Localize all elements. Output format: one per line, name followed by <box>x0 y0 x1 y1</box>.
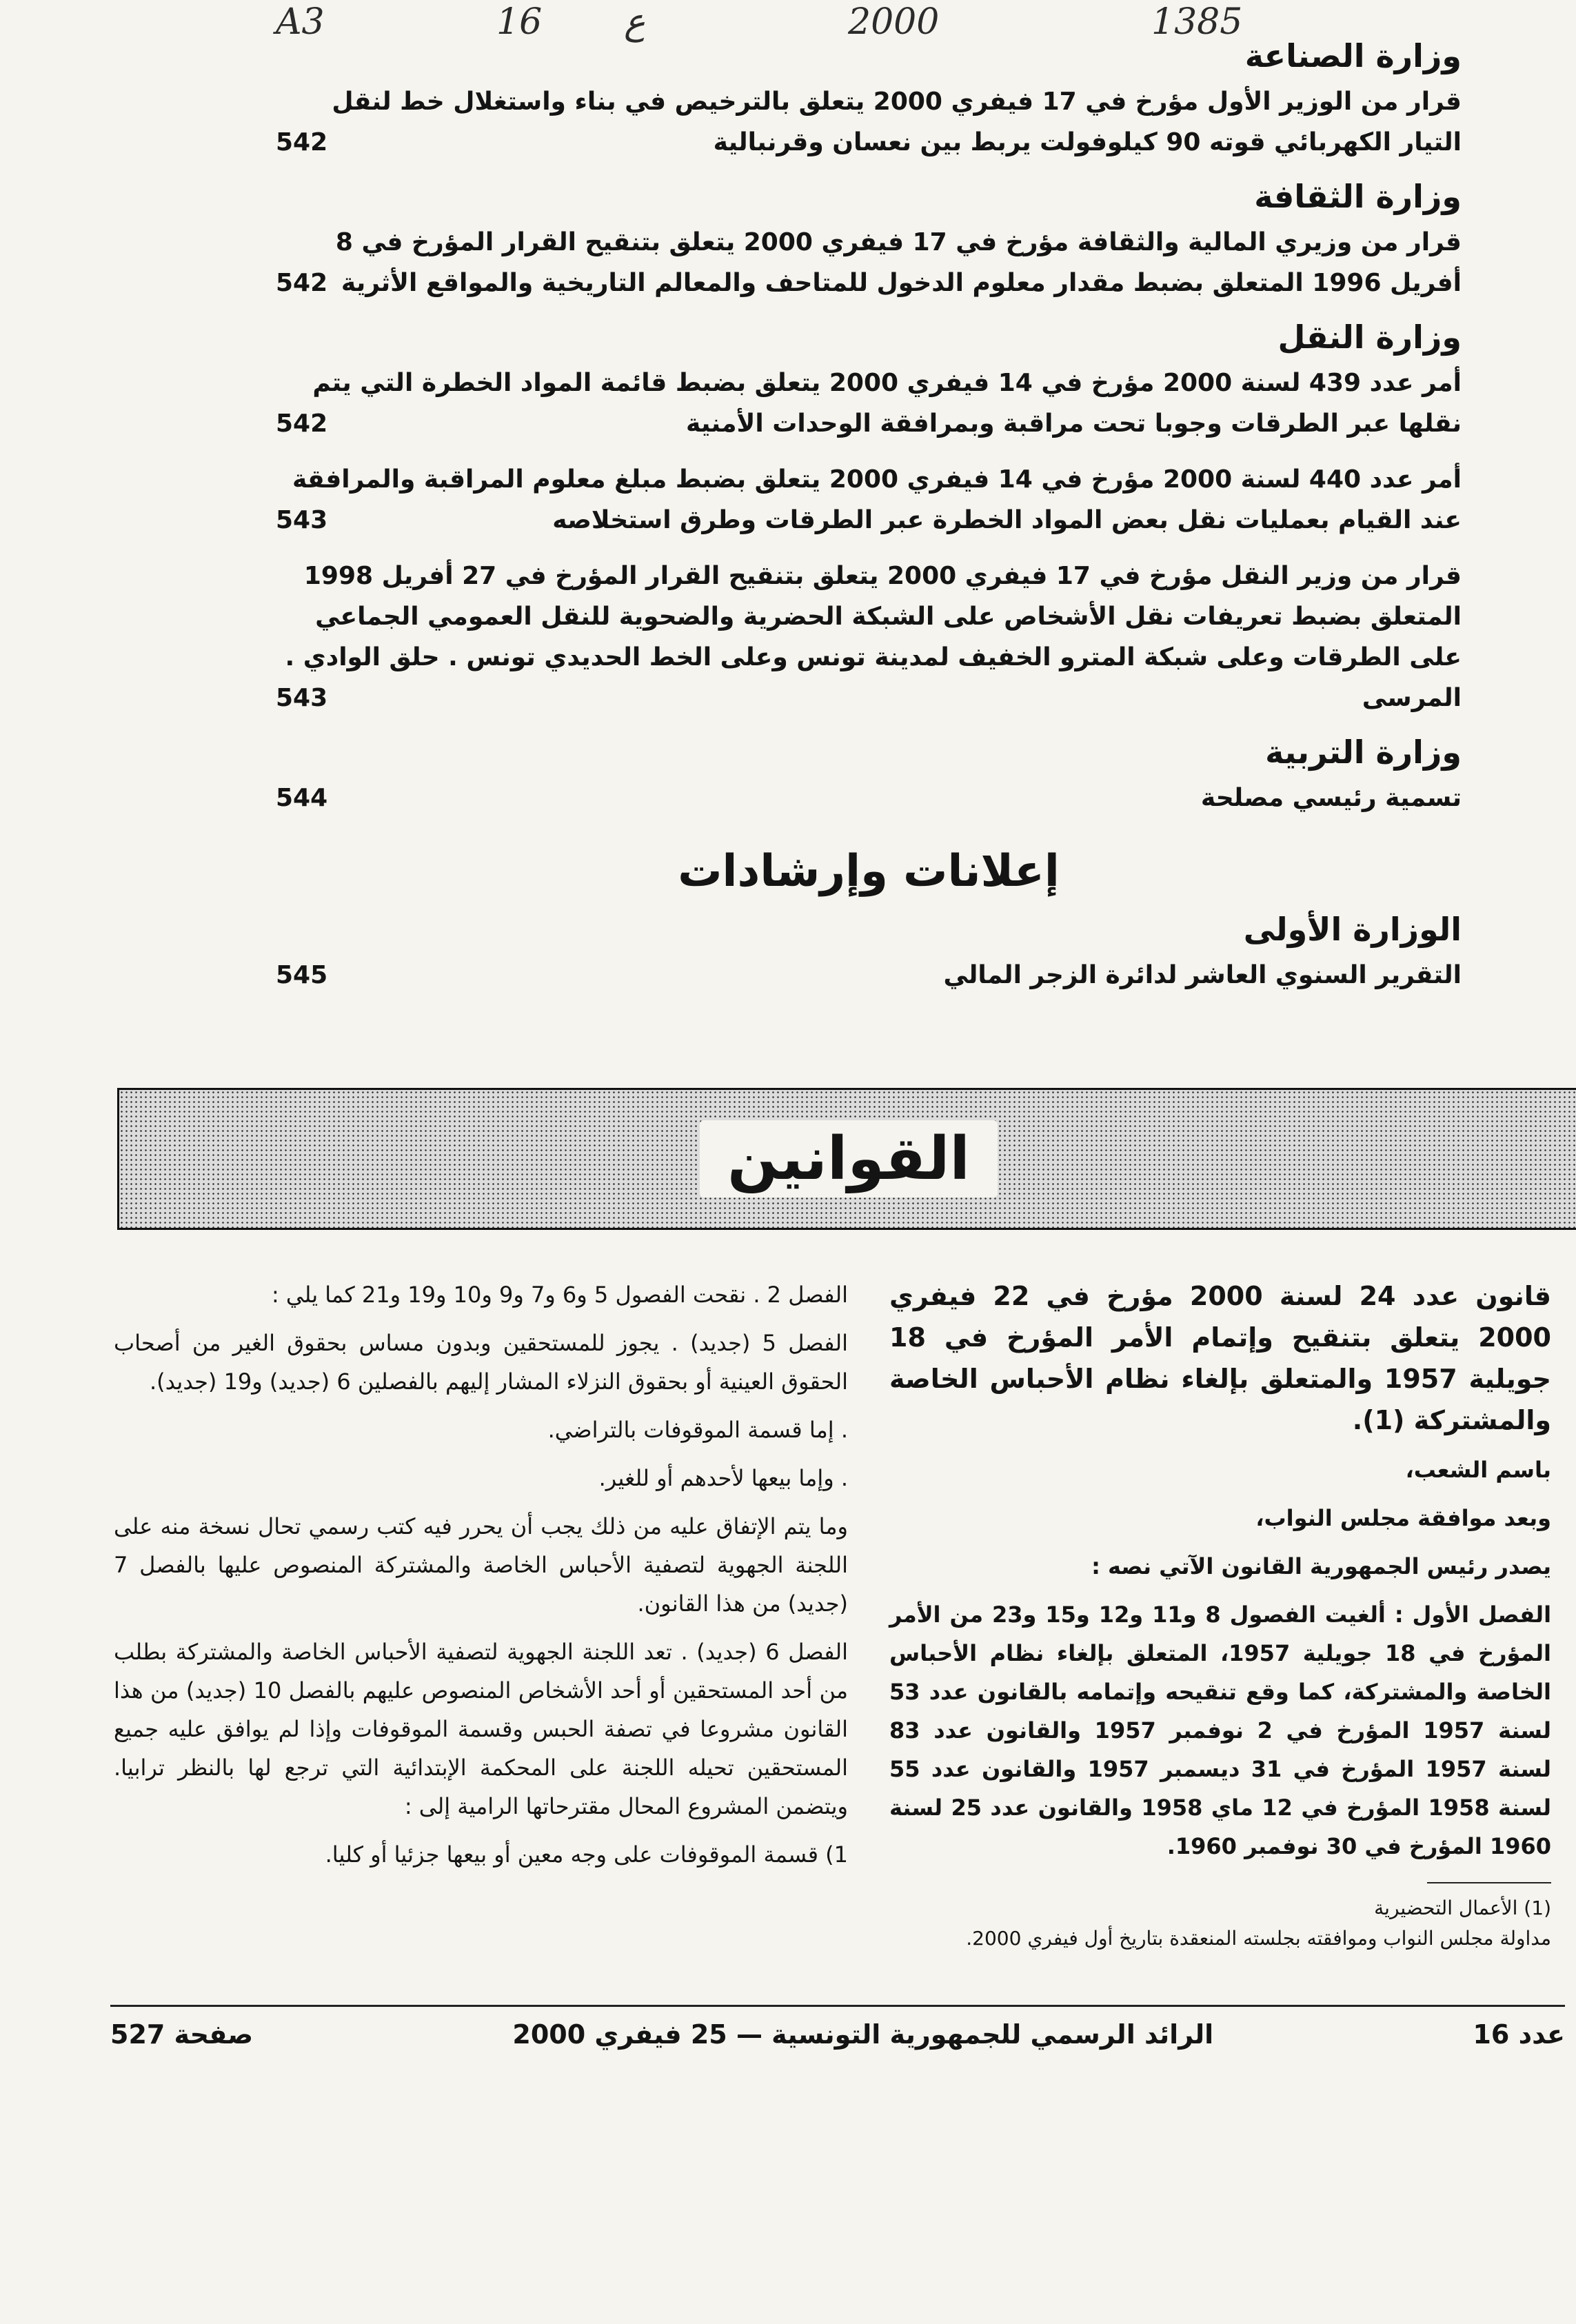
toc-entry-page: 545 <box>276 961 328 989</box>
ministry-heading: وزارة النقل <box>1277 319 1462 356</box>
handwritten-note-2: 16 <box>496 1 543 43</box>
law-paragraph: الفصل 5 (جديد) . يجوز للمستحقين وبدون مساس بحقوق الغير من أصحاب الحقوق العينية أو بحقوق النزلاء المشار إليهم بالفصلين 6 (جديد) و19 (جديد). <box>114 1330 848 1395</box>
toc-entry-text: قرار من وزيري المالية والثقافة مؤرخ في 17 فيفري 2000 يتعلق بتنقيح القرار المؤرخ في 8 أفريل 1996 المتعلق بضبط مقدار معلوم الدخول للمتاحف والمعالم التاريخية والمواقع الأثرية <box>335 228 1462 297</box>
law-paragraph: وبعد موافقة مجلس النواب، <box>1255 1505 1551 1531</box>
toc-entry-text: التقرير السنوي العاشر لدائرة الزجر المالي <box>943 961 1462 989</box>
toc-entry-page: 542 <box>276 269 328 297</box>
toc-section-prime-ministry <box>276 911 1462 996</box>
law-paragraph: الفصل 6 (جديد) . تعد اللجنة الجهوية لتصفية الأحباس الخاصة والمشتركة بطلب من أحد المستحقين أو أحد الأشخاص المنصوص عليهم بالفصل 10 (جديد) من هذا القانون مشروعا في تصفة الحبس وقسمة الموقوفات وإذا لم يوافق عليه جميع المستحقين تحيله اللجنة على المحكمة الإبتدائية التي ترجع لها بالنظر ترابيا. ويتضمن المشروع المحال مقترحاتها الرامية إلى : <box>114 1639 849 1819</box>
toc-entry-page: 544 <box>276 784 328 812</box>
ministry-heading: وزارة الثقافة <box>1254 178 1462 215</box>
toc-entry-page: 543 <box>276 506 328 534</box>
toc-section-culture <box>276 178 1462 303</box>
footer-issue: عدد 16 <box>1473 2019 1565 2050</box>
toc-section-education <box>276 734 1462 818</box>
ministry-heading: وزارة الصناعة <box>1244 37 1462 74</box>
law-paragraph: . إما قسمة الموقوفات بالتراضي. <box>547 1417 848 1443</box>
handwritten-note-5: 1385 <box>1151 1 1243 43</box>
toc-entry-page: 543 <box>276 684 328 712</box>
toc-entry-text: أمر عدد 440 لسنة 2000 مؤرخ في 14 فيفري 2000 يتعلق بضبط مبلغ معلوم المراقبة والمرافقة عند القيام بعمليات نقل بعض المواد الخطرة عبر الطرقات وطرق استخلاصه <box>292 465 1462 534</box>
law-paragraph: الفصل الأول : ألغيت الفصول 8 و11 و12 و15 و23 من الأمر المؤرخ في 18 جويلية 1957، المتعلق بإلغاء نظام الأحباس الخاصة والمشتركة، كما وقع تنقيحه وإتمامه بالقانون عدد 53 لسنة 1957 المؤرخ في 2 نوفمبر 1957 والقانون عدد 83 لسنة 1957 المؤرخ في 31 ديسمبر 1957 والقانون عدد 55 لسنة 1958 المؤرخ في 12 ماي 1958 والقانون عدد 25 لسنة 1960 المؤرخ في 30 نوفمبر 1960. <box>889 1601 1552 1859</box>
announcements-title: إعلانات وإرشادات <box>678 846 1060 897</box>
law-paragraph: باسم الشعب، <box>1405 1457 1551 1483</box>
footer-title: الرائد الرسمي للجمهورية التونسية — 25 فيفري 2000 <box>512 2019 1214 2050</box>
handwritten-note-4: 2000 <box>848 1 940 43</box>
law-paragraph: 1) قسمة الموقوفات على وجه معين أو بيعها جزئيا أو كليا. <box>325 1841 848 1868</box>
law-column-left <box>114 1275 848 1883</box>
table-of-contents <box>276 28 1462 1011</box>
toc-entry <box>276 363 1462 444</box>
footnote-divider <box>1427 1882 1551 1883</box>
footnote-text: مداولة مجلس النواب وموافقته بجلسته المنعقدة بتاريخ أول فيفري 2000. <box>966 1927 1551 1950</box>
handwritten-note-1: A3 <box>276 1 325 43</box>
toc-entry <box>276 81 1462 163</box>
law-paragraph: يصدر رئيس الجمهورية القانون الآتي نصه : <box>1091 1553 1551 1579</box>
laws-banner <box>117 1088 1576 1230</box>
toc-entry-text: قرار من الوزير الأول مؤرخ في 17 فيفري 2000 يتعلق بالترخيص في بناء واستغلال خط لنقل التيار الكهربائي قوته 90 كيلوفولت يربط بين نعسان وقرنبالية <box>332 88 1462 156</box>
toc-entry <box>276 459 1462 540</box>
toc-entry-page: 542 <box>276 410 328 438</box>
ministry-heading: وزارة التربية <box>1265 734 1462 771</box>
toc-entry-text: قرار من وزير النقل مؤرخ في 17 فيفري 2000 يتعلق بتنقيح القرار المؤرخ في 27 أفريل 1998 المتعلق بضبط تعريفات نقل الأشخاص على الشبكة الحضرية والضحوية للنقل العمومي الجماعي على الطرقات وعلى شبكة المترو الخفيف لمدينة تونس وعلى الخط الحديدي تونس . حلق الوادي . المرسى <box>285 562 1462 712</box>
toc-entry-page: 542 <box>276 128 328 156</box>
toc-entry <box>276 778 1462 818</box>
law-paragraph: . وإما بيعها لأحدهم أو للغير. <box>598 1465 848 1491</box>
law-column-right <box>889 1275 1551 1875</box>
toc-section-transport <box>276 319 1462 718</box>
toc-entry <box>276 222 1462 303</box>
toc-section-industry <box>276 37 1462 163</box>
laws-banner-title: القوانين <box>700 1120 998 1198</box>
toc-entry-text: تسمية رئيسي مصلحة <box>1200 784 1462 812</box>
law-paragraph: وما يتم الإتفاق عليه من ذلك يجب أن يحرر فيه كتب رسمي تحال نسخة منه على اللجنة الجهوية لتصفية الأحباس الخاصة والمشتركة المنصوص عليها بالفصل 7 (جديد) من هذا القانون. <box>114 1513 848 1617</box>
footer-page-number: صفحة 527 <box>110 2019 254 2050</box>
law-paragraph: الفصل 2 . نقحت الفصول 5 و6 و7 و9 و10 و19 و21 كما يلي : <box>271 1282 848 1308</box>
page-footer <box>110 2005 1565 2050</box>
law-title: قانون عدد 24 لسنة 2000 مؤرخ في 22 فيفري 2000 يتعلق بتنقيح وإتمام الأمر المؤرخ في 18 جويلية 1957 والمتعلق بإلغاء نظام الأحباس الخاصة والمشتركة (1). <box>889 1281 1551 1435</box>
ministry-heading: الوزارة الأولى <box>1243 911 1462 948</box>
toc-entry-text: أمر عدد 439 لسنة 2000 مؤرخ في 14 فيفري 2000 يتعلق بضبط قائمة المواد الخطرة التي يتم نقلها عبر الطرقات وجوبا تحت مراقبة وبمرافقة الوحدات الأمنية <box>312 369 1462 438</box>
handwritten-note-3: ع <box>624 1 646 43</box>
toc-entry <box>276 955 1462 996</box>
footnotes <box>889 1882 1551 1954</box>
footnote-title: (1) الأعمال التحضيرية <box>1374 1897 1551 1919</box>
toc-entry <box>276 556 1462 718</box>
